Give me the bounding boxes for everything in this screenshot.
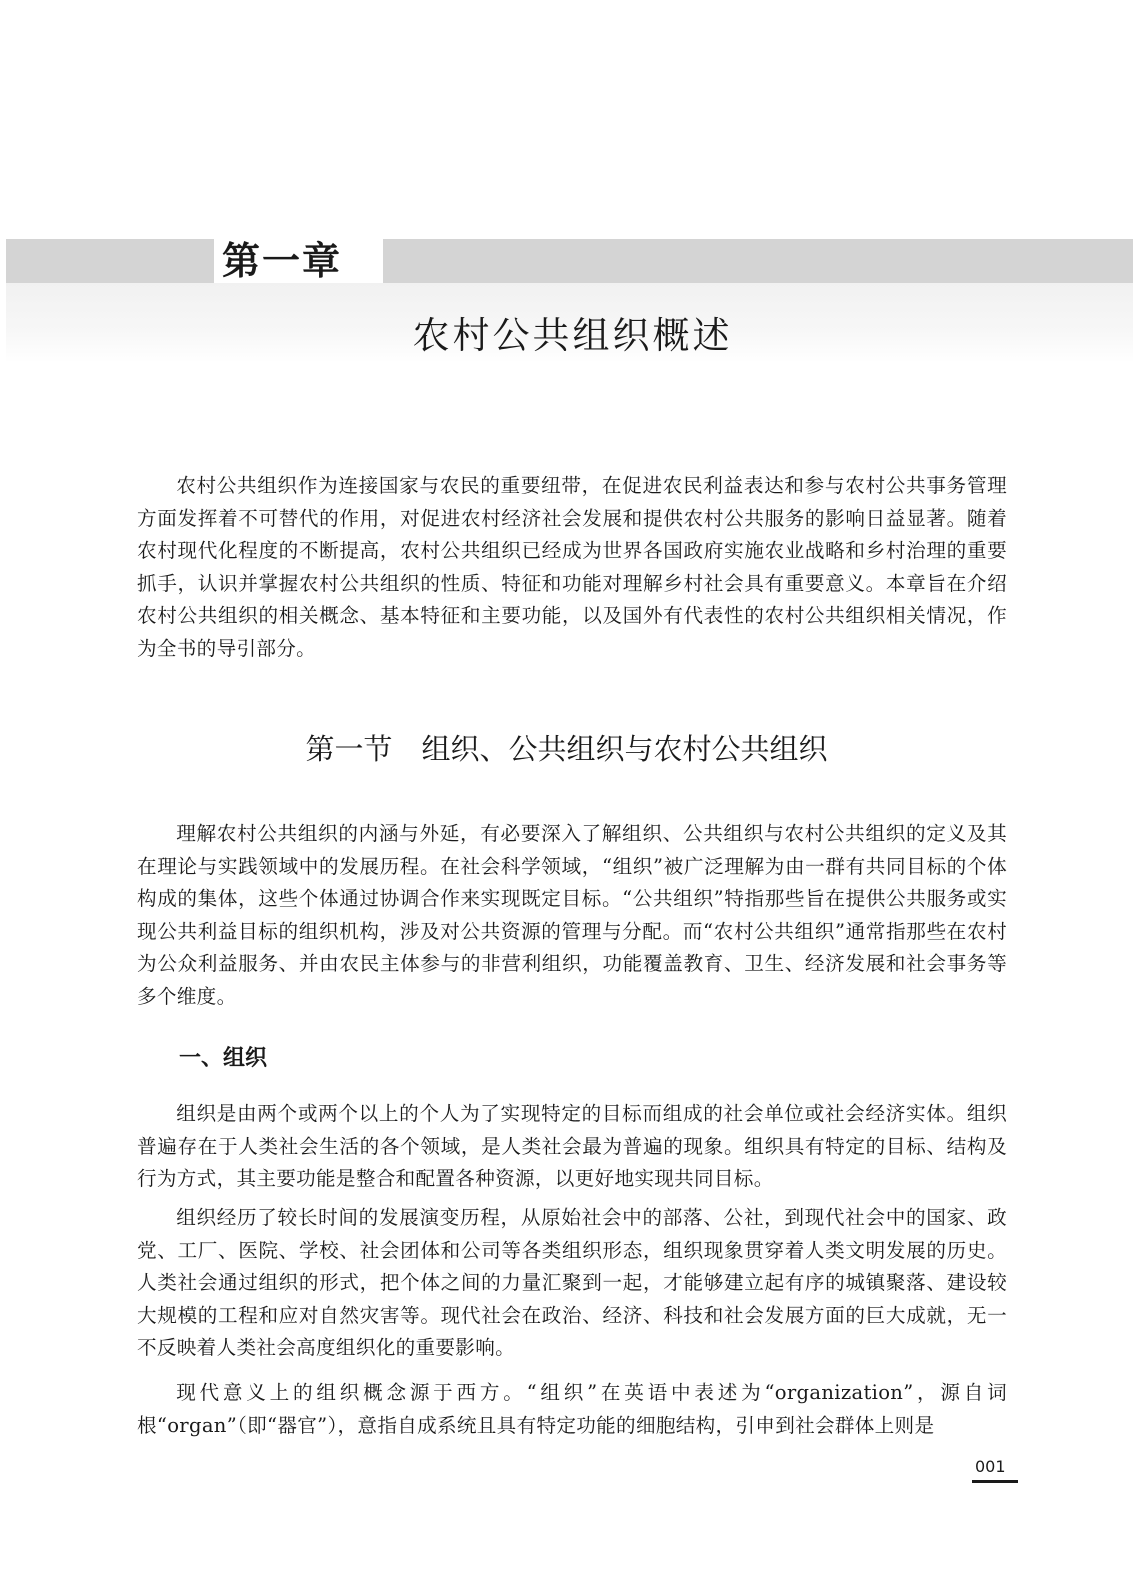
chapter-band-left — [6, 239, 214, 283]
page-number-rule — [972, 1480, 1018, 1483]
body-paragraph-3: 现代意义上的组织概念源于西方。“组织”在英语中表述为“organization”，源自词根“organ”（即“器官”），意指自成系统且具有特定功能的细胞结构，引申到社会群体上则是 — [137, 1381, 1007, 1437]
subsection-title: 一、组织 — [179, 1046, 268, 1071]
intro-paragraph: 农村公共组织作为连接国家与农民的重要纽带，在促进农民利益表达和参与农村公共事务管理方面发挥着不可替代的作用，对促进农村经济社会发展和提供农村公共服务的影响日益显著。随着农村现代化程度的不断提高，农村公共组织已经成为世界各国政府实施农业战略和乡村治理的重要抓手，认识并掌握农村公共组织的性质、特征和功能对理解乡村社会具有重要意义。本章旨在介绍农村公共组织的相关概念、基本特征和主要功能，以及国外有代表性的农村公共组织相关情况，作为全书的导引部分。 — [137, 474, 1007, 660]
chapter-label: 第一章 — [222, 238, 343, 283]
body-paragraph-1: 组织是由两个或两个以上的个人为了实现特定的目标而组成的社会单位或社会经济实体。组织普遍存在于人类社会生活的各个领域，是人类社会最为普遍的现象。组织具有特定的目标、结构及行为方式，其主要功能是整合和配置各种资源，以更好地实现共同目标。 — [137, 1102, 1007, 1191]
chapter-title: 农村公共组织概述 — [412, 314, 733, 357]
section-paragraph: 理解农村公共组织的内涵与外延，有必要深入了解组织、公共组织与农村公共组织的定义及其在理论与实践领域中的发展历程。在社会科学领域，“组织”被广泛理解为由一群有共同目标的个体构成的集体，这些个体通过协调合作来实现既定目标。“公共组织”特指那些旨在提供公共服务或实现公共利益目标的组织机构，涉及对公共资源的管理与分配。而“农村公共组织”通常指那些在农村为公众利益服务、并由农民主体参与的非营利组织，功能覆盖教育、卫生、经济发展和社会事务等多个维度。 — [137, 822, 1007, 1008]
section-title: 第一节 组织、公共组织与农村公共组织 — [305, 732, 828, 766]
chapter-band-right — [383, 239, 1133, 283]
body-paragraph-2: 组织经历了较长时间的发展演变历程，从原始社会中的部落、公社，到现代社会中的国家、政党、工厂、医院、学校、社会团体和公司等各类组织形态，组织现象贯穿着人类文明发展的历史。人类社会通过组织的形式，把个体之间的力量汇聚到一起，才能够建立起有序的城镇聚落、建设较大规模的工程和应对自然灾害等。现代社会在政治、经济、科技和社会发展方面的巨大成就，无一不反映着人类社会高度组织化的重要影响。 — [137, 1206, 1007, 1360]
page-number: 001 — [975, 1457, 1006, 1476]
